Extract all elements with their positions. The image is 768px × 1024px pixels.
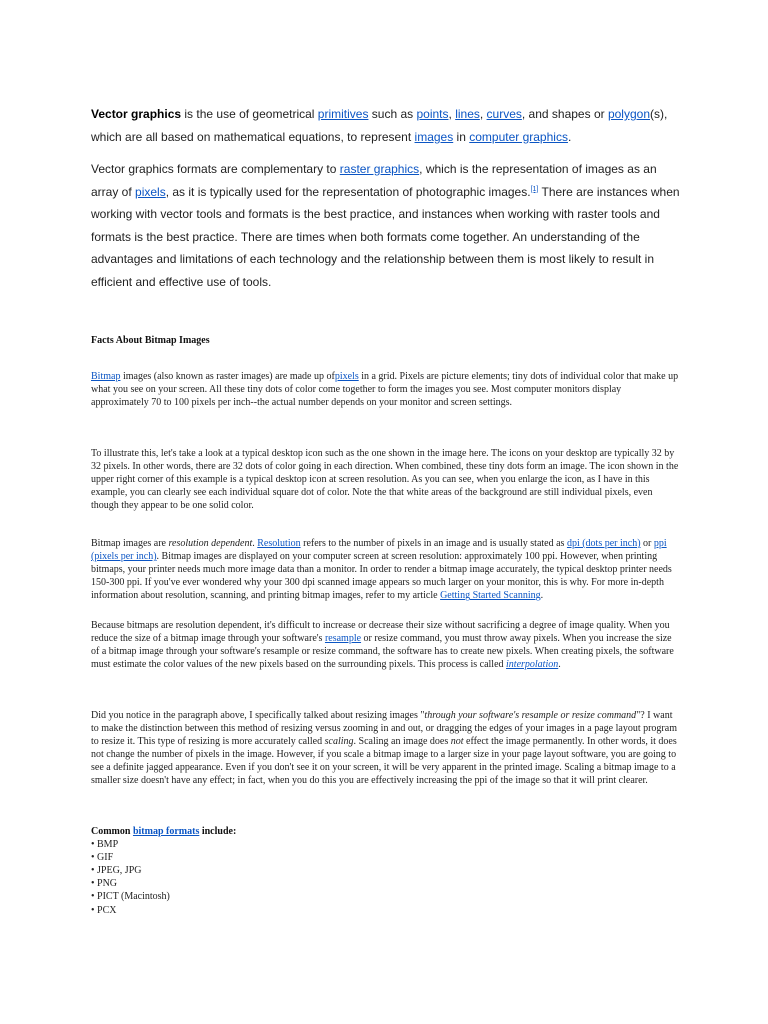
- link-images[interactable]: images: [414, 129, 454, 144]
- link-primitives[interactable]: primitives: [317, 107, 369, 121]
- list-item: • PICT (Macintosh): [91, 890, 681, 903]
- resolution-paragraph: Bitmap images are resolution dependent. Resolution refers to the number of pixels in an image and is usually stated as dpi (dots per inch) or ppi (pixels per inch). Bitmap images are displayed on your computer screen at screen resolution: approximately 100 ppi. However, when printing bitmaps, your printer needs much more image data than a monitor. In order to render a bitmap image accurately, the typical desktop printer needs 150-300 ppi. If you've ever wondered why your 300 dpi scanned image appears so much larger on your monitor, this is why. For more in-depth information about resolution, scanning, and printing bitmap images, refer to my article Getting Started Scanning.: [91, 538, 672, 602]
- list-item: • GIF: [91, 851, 681, 864]
- resample-paragraph: Because bitmaps are resolution dependent, it's difficult to increase or decrease their size without sacrificing a degree of image quality. When you reduce the size of a bitmap image through your software's resample or resize command, you must throw away pixels. When you increase the size of a bitmap image through your software's resample or resize command, the software has to create new pixels. When creating pixels, the software must estimate the color values of the new pixels based on the surrounding pixels. This process is called interpolation.: [91, 620, 674, 671]
- link-curves[interactable]: curves: [486, 107, 522, 121]
- article-heading: Facts About Bitmap Images: [91, 335, 210, 346]
- list-item: • PCX: [91, 904, 681, 917]
- link-bitmap[interactable]: Bitmap: [91, 371, 121, 382]
- link-polygon[interactable]: polygon: [607, 107, 650, 121]
- link-points[interactable]: points: [416, 107, 449, 121]
- link-dpi[interactable]: dpi (dots per inch): [566, 538, 641, 549]
- scaling-paragraph: Did you notice in the paragraph above, I specifically talked about resizing images "through your software's resample or resize command"? I want to make the distinction between this method of resizing versus zooming in and out, or dragging the edges of your images in a page layout program to resize it. This type of resizing is more accurately called scaling. Scaling an image does not effect the image permanently. In other words, it does not change the number of pixels in the image. However, if you scale a bitmap image to a larger size in your page layout software, you are going to see a definite jagged appearance. Even if you don't see it on your screen, it will be very apparent in the printed image. Scaling a bitmap image to a smaller size doesn't have any effect; in fact, when you do this you are effectively increasing the ppi of the image so that it will print clearer.: [91, 710, 677, 787]
- link-pixels-article[interactable]: pixels: [334, 371, 359, 382]
- list-item: • PNG: [91, 877, 681, 890]
- citation-1[interactable]: [1]: [530, 185, 539, 193]
- list-item: • BMP: [91, 838, 681, 851]
- list-item: • JPEG, JPG: [91, 864, 681, 877]
- link-interpolation[interactable]: interpolation: [506, 659, 559, 671]
- formats-list: [91, 838, 681, 917]
- link-pixels[interactable]: pixels: [135, 184, 166, 199]
- formats-heading: Common bitmap formats include:: [91, 826, 237, 837]
- formats-section: [91, 825, 681, 917]
- link-resample[interactable]: resample: [324, 633, 362, 645]
- icon-paragraph: To illustrate this, let's take a look at a typical desktop icon such as the one shown in the image here. The icons on your desktop are typically 32 by 32 pixels. In other words, there are 32 dots of color going in each direction. When combined, these tiny dots form an image. The icon shown in the upper right corner of this example is a typical desktop icon at screen resolution. As you can see, when you enlarge the icon, as I have in this example, you can clearly see each individual square dot of color. Note the that white areas of the background are still individual pixels, even though they appear to be one solid color.: [91, 448, 679, 512]
- link-lines[interactable]: lines: [455, 107, 480, 121]
- bitmap-paragraph: Bitmap images (also known as raster images) are made up ofpixels in a grid. Pixels are picture elements; tiny dots of individual color that make up what you see on your screen. All these tiny dots of color come together to form the images you see. Most computer monitors display approximately 70 to 100 pixels per inch--the actual number depends on your monitor and screen settings.: [91, 371, 679, 409]
- link-getting-started-scanning[interactable]: Getting Started Scanning: [440, 590, 541, 602]
- formats-paragraph: Vector graphics formats are complementary to raster graphics, which is the representation of images as an array of pixels, as it is typically used for the representation of photographic images.[1] There are instances when working with vector tools and formats is the best practice, and instances when working with raster tools and formats is the best practice. There are times when both formats come together. An understanding of the advantages and limitations of each technology and the relationship between them is most likely to result in efficient and effective use of tools.: [91, 162, 680, 289]
- link-raster-graphics[interactable]: raster graphics: [339, 162, 420, 176]
- link-bitmap-formats[interactable]: bitmap formats: [132, 826, 200, 837]
- term-vector-graphics: Vector graphics: [91, 107, 182, 121]
- link-computer-graphics[interactable]: computer graphics: [469, 129, 568, 144]
- link-resolution[interactable]: Resolution: [257, 538, 301, 549]
- intro-paragraph: Vector graphics is the use of geometrical primitives such as points, lines, curves, and shapes or polygon(s), which are all based on mathematical equations, to represent images in computer graphics.: [91, 107, 668, 144]
- link-ppi[interactable]: ppi (pixels per inch): [91, 538, 667, 563]
